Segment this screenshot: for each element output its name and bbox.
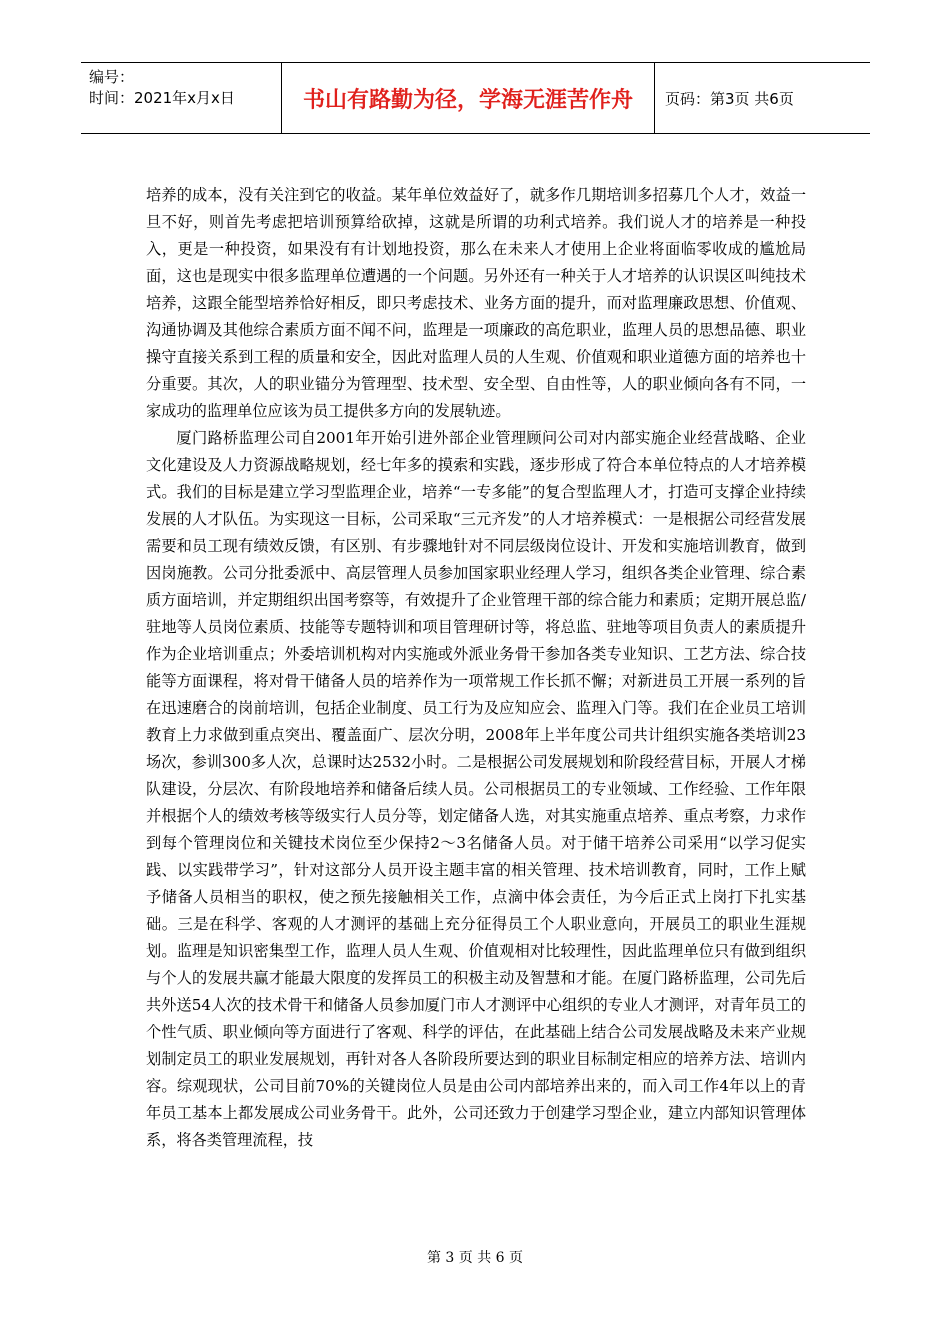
page-footer: 第 3 页 共 6 页 [426,1250,524,1266]
header-motto: 书山有路勤为径，学海无涯苦作舟 [281,63,655,133]
number-label: 编号： [89,68,135,86]
paragraph: 培养的成本，没有关注到它的收益。某年单位效益好了，就多作几期培训多招募几个人才，效益一旦不好，则首先考虑把培训预算给砍掉，这就是所谓的功利式培养。我们说人才的培养是一种投入，更是一种投资，如果没有有计划地投资，那么在未来人才使用上企业将面临零收成的尴尬局面，这也是现实中很多监理单位遭遇的一个问题。另外还有一种关于人才培养的认识误区叫纯技术培养，这跟全能型培养恰好相反，即只考虑技术、业务方面的提升，而对监理廉政思想、价值观、沟通协调及其他综合素质方面不闻不问，监理是一项廉政的高危职业，监理人员的思想品德、职业操守直接关系到工程的质量和安全，因此对监理人员的人生观、价值观和职业道德方面的培养也十分重要。其次，人的职业锚分为管理型、技术型、安全型、自由性等，人的职业倾向各有不同，一家成功的监理单位应该为员工提供多方向的发展轨迹。 [146,186,806,420]
time-label: 时间：2021年x月x日 [89,89,235,107]
header-meta [81,63,281,133]
header-page-info: 页码：第3页 共6页 [665,89,794,108]
body-text [146,182,806,1154]
paragraph: 厦门路桥监理公司自2001年开始引进外部企业管理顾问公司对内部实施企业经营战略、企业文化建设及人力资源战略规划，经七年多的摸索和实践，逐步形成了符合本单位特点的人才培养模式。我们的目标是建立学习型监理企业，培养“一专多能”的复合型监理人才，打造可支撑企业持续发展的人才队伍。为实现这一目标，公司采取“三元齐发”的人才培养模式：一是根据公司经营发展需要和员工现有绩效反馈，有区别、有步骤地针对不同层级岗位设计、开发和实施培训教育，做到因岗施教。公司分批委派中、高层管理人员参加国家职业经理人学习，组织各类企业管理、综合素质方面培训，并定期组织出国考察等，有效提升了企业管理干部的综合能力和素质；定期开展总监/驻地等人员岗位素质、技能等专题特训和项目管理研讨等，将总监、驻地等项目负责人的素质提升作为企业培训重点；外委培训机构对内实施或外派业务骨干参加各类专业知识、工艺方法、综合技能等方面课程，将对骨干储备人员的培养作为一项常规工作长抓不懈；对新进员工开展一系列的旨在迅速磨合的岗前培训，包括企业制度、员工行为及应知应会、监理入门等。我们在企业员工培训教育上力求做到重点突出、覆盖面广、层次分明，2008年上半年度公司共计组织实施各类培训23场次，参训300多人次，总课时达2532小时。二是根据公司发展规划和阶段经营目标，开展人才梯队建设，分层次、有阶段地培养和储备后续人员。公司根据员工的专业领域、工作经验、工作年限并根据个人的绩效考核等级实行人员分等，划定储备人选，对其实施重点培养、重点考察，力求作到每个管理岗位和关键技术岗位至少保持2～3名储备人员。对于储干培养公司采用“以学习促实践、以实践带学习”，针对这部分人员开设主题丰富的相关管理、技术培训教育，同时，工作上赋予储备人员相当的职权，使之预先接触相关工作，点滴中体会责任，为今后正式上岗打下扎实基础。三是在科学、客观的人才测评的基础上充分征得员工个人职业意向，开展员工的职业生涯规划。监理是知识密集型工作，监理人员人生观、价值观相对比较理性，因此监理单位只有做到组织与个人的发展共赢才能最大限度的发挥员工的积极主动及智慧和才能。在厦门路桥监理，公司先后共外送54人次的技术骨干和储备人员参加厦门市人才测评中心组织的专业人才测评，对青年员工的个性气质、职业倾向等方面进行了客观、科学的评估，在此基础上结合公司发展战略及未来产业规划制定员工的职业发展规划，再针对各人各阶段所要达到的职业目标制定相应的培养方法、培训内容。综观现状，公司目前70%的关键岗位人员是由公司内部培养出来的，而入司工作4年以上的青年员工基本上都发展成公司业务骨干。此外，公司还致力于创建学习型企业，建立内部知识管理体系，将各类管理流程，技 [146,429,806,1149]
page-header [81,62,870,134]
